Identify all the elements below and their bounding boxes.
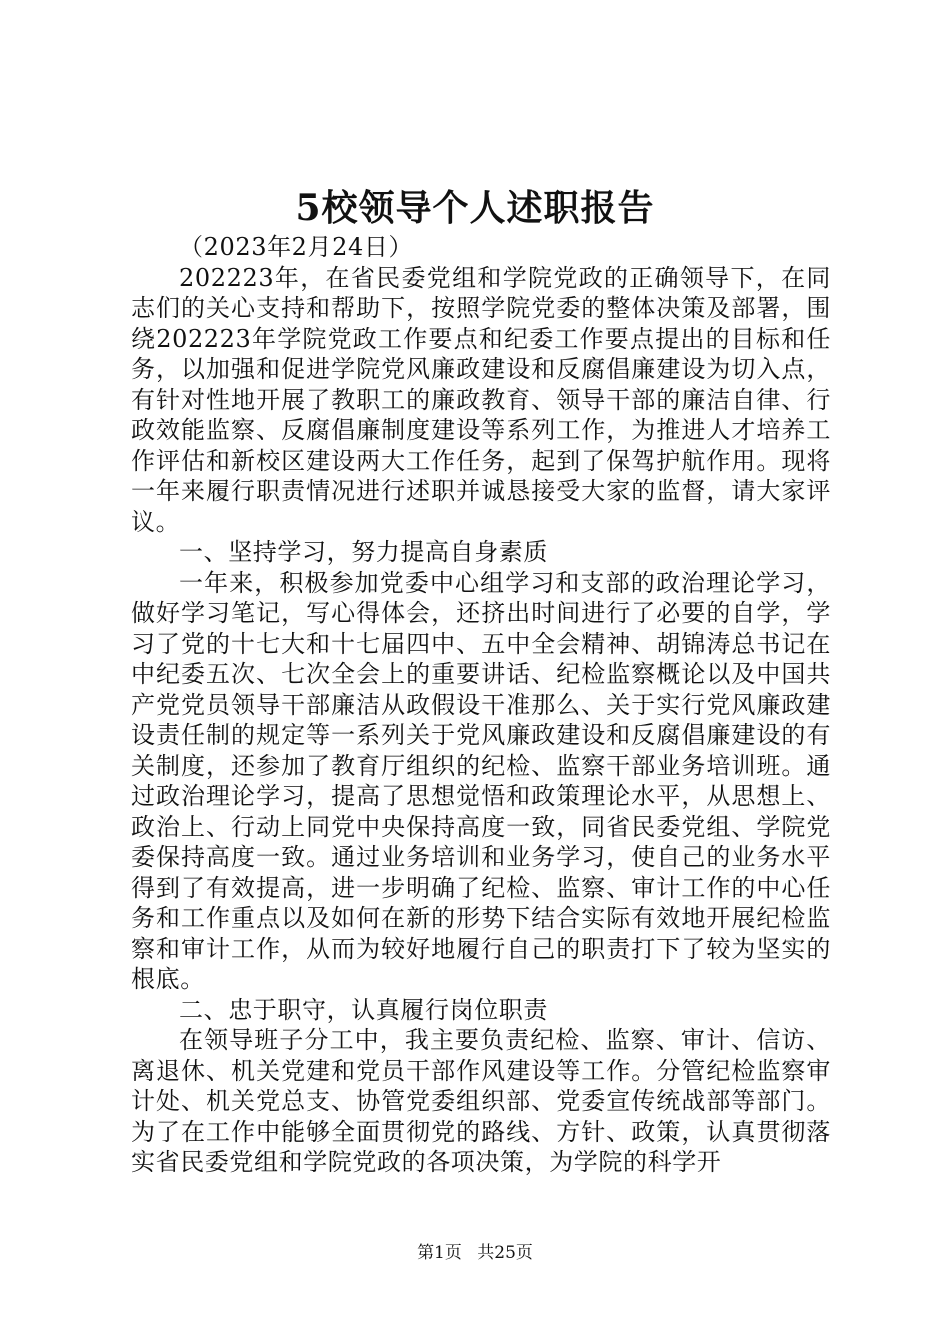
page-number: 第1页 xyxy=(417,1243,462,1263)
date-line: （2023年2月24日） xyxy=(179,233,414,261)
paragraph-study: 一年来，积极参加党委中心组学习和支部的政治理论学习，做好学习笔记，写心得体会，还挤出时间进行了必要的自学，学习了党的十七大和十七届四中、五中全会精神、胡锦涛总书记在中纪委五次、七次全会上的重要讲话、纪检监察概论以及中国共产党党员领导干部廉洁从政假设干准那么、关于实行党风廉政建设责任制的规定等一系列关于党风廉政建设和反腐倡廉建设的有关制度，还参加了教育厅组织的纪检、监察干部业务培训班。通过政治理论学习，提高了思想觉悟和政策理论水平，从思想上、政治上、行动上同党中央保持高度一致，同省民委党组、学院党委保持高度一致。通过业务培训和业务学习，使自己的业务水平得到了有效提高，进一步明确了纪检、监察、审计工作的中心任务和工作重点以及如何在新的形势下结合实际有效地开展纪检监察和审计工作，从而为较好地履行自己的职责打下了较为坚实的根底。 xyxy=(131,568,831,993)
section-heading-1: 一、坚持学习，努力提高自身素质 xyxy=(179,538,548,566)
page-total: 共25页 xyxy=(477,1243,533,1263)
paragraph-intro: 202223年，在省民委党组和学院党政的正确领导下，在同志们的关心支持和帮助下，按照学院党委的整体决策及部署，围绕202223年学院党政工作要点和纪委工作要点提出的目标和任务，以加强和促进学院党风廉政建设和反腐倡廉建设为切入点，有针对性地开展了教职工的廉政教育、领导干部的廉洁自律、行政效能监察、反腐倡廉制度建设等系列工作，为推进人才培养工作评估和新校区建设两大工作任务，起到了保驾护航作用。现将一年来履行职责情况进行述职并诚恳接受大家的监督，请大家评议。 xyxy=(131,263,831,536)
paragraph-duties: 在领导班子分工中，我主要负责纪检、监察、审计、信访、离退休、机关党建和党员干部作风建设等工作。分管纪检监察审计处、机关党总支、协管党委组织部、党委宣传统战部等部门。为了在工作中能够全面贯彻党的路线、方针、政策，认真贯彻落实省民委党组和学院党政的各项决策，为学院的科学开 xyxy=(131,1026,831,1176)
document-body xyxy=(131,232,831,1178)
page-footer xyxy=(0,1241,950,1265)
section-heading-2: 二、忠于职守，认真履行岗位职责 xyxy=(179,995,548,1024)
document-title: 5校领导个人述职报告 xyxy=(295,187,655,229)
